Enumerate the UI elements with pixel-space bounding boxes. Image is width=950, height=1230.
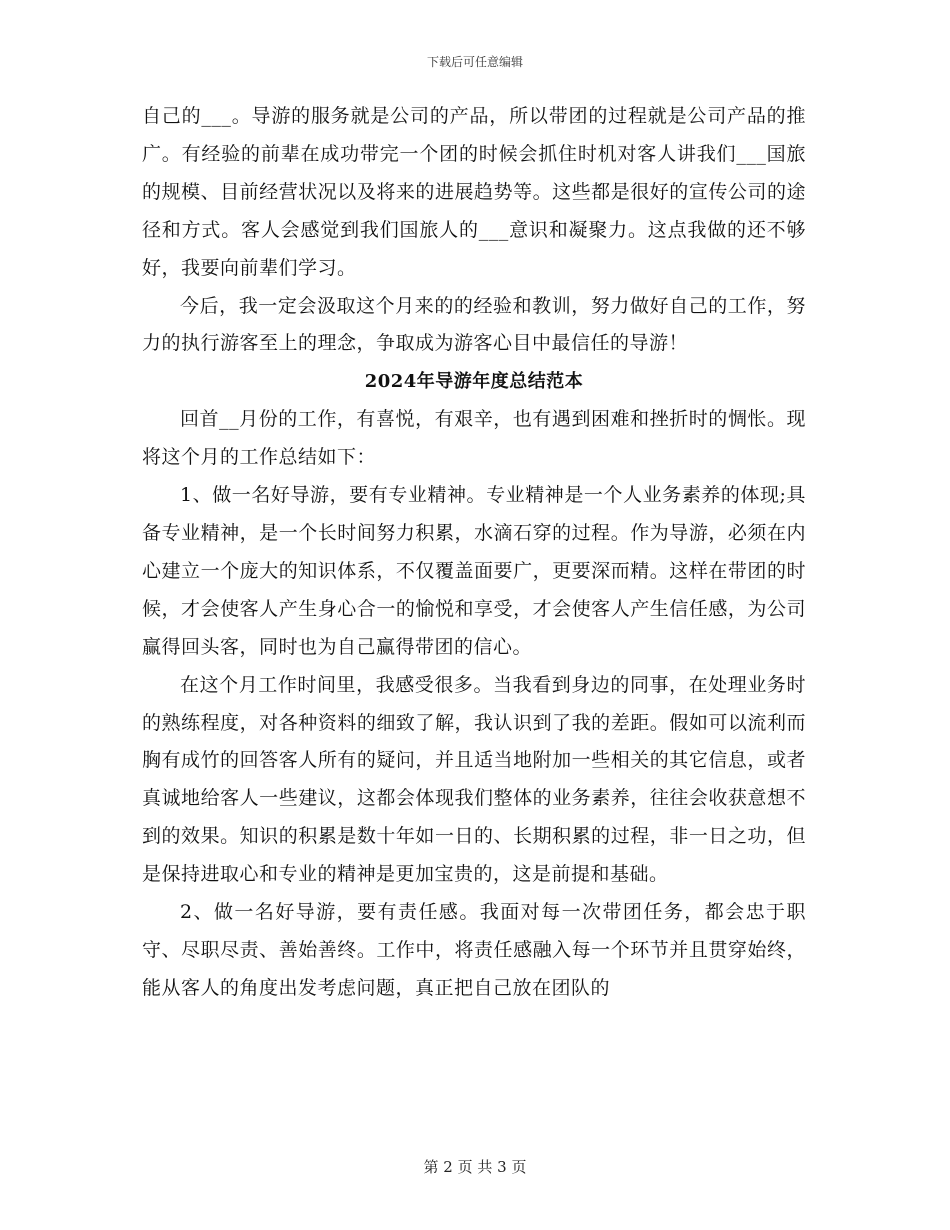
document-body bbox=[142, 98, 806, 1008]
document-title: 2024年导游年度总结范本 bbox=[364, 371, 584, 393]
paragraph-reflection: 在这个月工作时间里，我感受很多。当我看到身边的同事，在处理业务时的熟练程度，对各种资料的细致了解，我认识到了我的差距。假如可以流利而胸有成竹的回答客人所有的疑问，并且适当地附加一些相关的其它信息，或者真诚地给客人一些建议，这都会体现我们整体的业务素养，往往会收获意想不到的效果。知识的积累是数十年如一日的、长期积累的过程，非一日之功，但是保持进取心和专业的精神是更加宝贵的，这是前提和基础。 bbox=[142, 673, 806, 886]
paragraph-intro: 回首__月份的工作，有喜悦，有艰辛，也有遇到困难和挫折时的惆怅。现将这个月的工作总结如下： bbox=[142, 408, 806, 469]
page-header-note: 下载后可任意编辑 bbox=[426, 55, 523, 69]
paragraph-point-1: 1、做一名好导游，要有专业精神。专业精神是一个人业务素养的体现;具备专业精神，是一个长时间努力积累，水滴石穿的过程。作为导游，必须在内心建立一个庞大的知识体系，不仅覆盖面要广，更要深而精。这样在带团的时候，才会使客人产生身心合一的愉悦和享受，才会使客人产生信任感，为公司赢得回头客，同时也为自己赢得带团的信心。 bbox=[142, 484, 806, 658]
paragraph-point-2: 2、做一名好导游，要有责任感。我面对每一次带团任务，都会忠于职守、尽职尽责、善始善终。工作中，将责任感融入每一个环节并且贯穿始终，能从客人的角度出发考虑问题，真正把自己放在团队的 bbox=[142, 901, 806, 999]
paragraph-continued: 自己的___。导游的服务就是公司的产品，所以带团的过程就是公司产品的推广。有经验的前辈在成功带完一个团的时候会抓住时机对客人讲我们___国旅的规模、目前经营状况以及将来的进展趋势等。这些都是很好的宣传公司的途径和方式。客人会感觉到我们国旅人的___意识和凝聚力。这点我做的还不够好，我要向前辈们学习。 bbox=[142, 105, 806, 279]
page-number: 第 2 页 共 3 页 bbox=[423, 1158, 527, 1176]
paragraph-conclusion: 今后，我一定会汲取这个月来的的经验和教训，努力做好自己的工作，努力的执行游客至上的理念，争取成为游客心目中最信任的导游！ bbox=[142, 294, 806, 355]
